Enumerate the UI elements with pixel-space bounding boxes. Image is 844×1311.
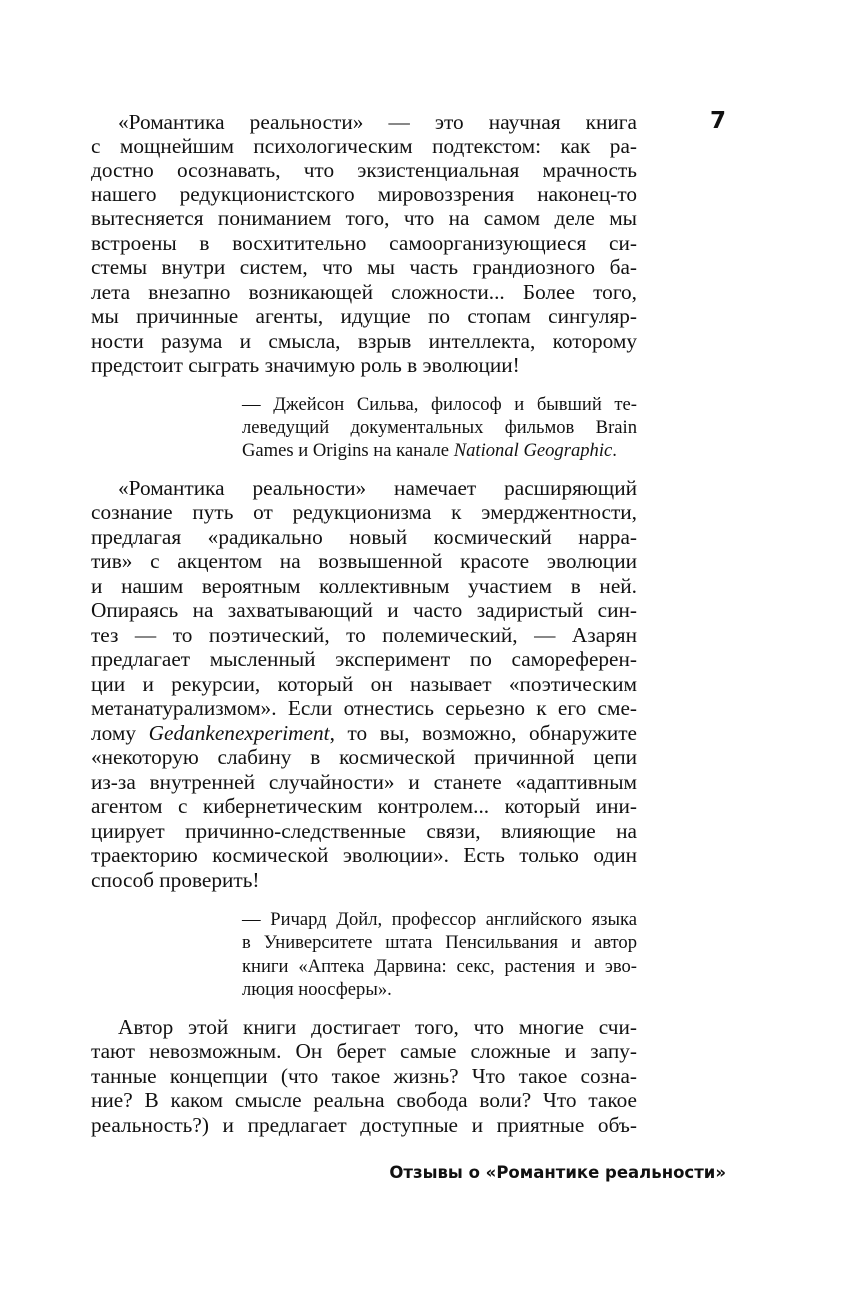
review-1-line: нашего редукционистского мировоззрения наконец-то bbox=[91, 182, 637, 206]
attribution-line: — Джейсон Сильва, философ и бывший те- bbox=[242, 394, 637, 415]
review-1-line: ности разума и смысла, взрыв интеллекта, которому bbox=[91, 329, 637, 353]
review-2-line: и нашим вероятным коллективным участием в ней. bbox=[91, 574, 637, 598]
attribution-line: леведущий документальных фильмов Brain bbox=[242, 417, 637, 438]
review-3-line: Автор этой книги достигает того, что многие счи- bbox=[118, 1015, 637, 1039]
review-3-line: реальность?) и предлагает доступные и приятные объ- bbox=[91, 1113, 637, 1137]
review-1-line: встроены в восхитительно самоорганизующиеся си- bbox=[91, 231, 637, 255]
review-1-line: стемы внутри систем, что мы часть грандиозного ба- bbox=[91, 255, 637, 279]
review-3-line: танные концепции (что такое жизнь? Что такое созна- bbox=[91, 1064, 637, 1088]
review-1-line: достно осознавать, что экзистенциальная мрачность bbox=[91, 158, 637, 182]
review-1-line: вытесняется пониманием того, что на самом деле мы bbox=[91, 206, 637, 230]
review-2-line: сознание путь от редукционизма к эмерджентности, bbox=[91, 500, 637, 524]
review-2-line: тив» с акцентом на возвышенной красоте эволюции bbox=[91, 549, 637, 573]
page-number: 7 bbox=[710, 108, 727, 134]
attribution-line: в Университете штата Пенсильвания и автор bbox=[242, 932, 637, 953]
review-2-line: из-за внутренней случайности» и станете «адаптивным bbox=[91, 770, 637, 794]
review-2-line: «некоторую слабину в космической причинной цепи bbox=[91, 745, 637, 769]
attribution-line bbox=[242, 439, 637, 463]
review-2-line: агентом с кибернетическим контролем... который ини- bbox=[91, 794, 637, 818]
review-2-line: циирует причинно-следственные связи, влияющие на bbox=[91, 819, 637, 843]
attribution-line: — Ричард Дойл, профессор английского языка bbox=[242, 909, 637, 930]
review-2-text: , то вы, возможно, обнаружите bbox=[329, 721, 637, 745]
review-2-line: «Романтика реальности» намечает расширяющий bbox=[118, 476, 637, 500]
attribution-text: Games и Origins на канале bbox=[242, 440, 454, 461]
review-2-line: Опираясь на захватывающий и часто задиристый син- bbox=[91, 598, 637, 622]
review-2-line: метанатурализмом». Если отнестись серьезно к его сме- bbox=[91, 696, 637, 720]
running-footer: Отзывы о «Романтике реальности» bbox=[389, 1163, 726, 1182]
attribution-line: книги «Аптека Дарвина: секс, растения и эво- bbox=[242, 956, 637, 977]
review-2-line bbox=[91, 721, 637, 746]
review-1-line: лета внезапно возникающей сложности... Более того, bbox=[91, 280, 637, 304]
attribution-punct: . bbox=[612, 440, 617, 461]
review-2-text: лому bbox=[91, 721, 149, 745]
review-1-line: предстоит сыграть значимую роль в эволюции! bbox=[91, 353, 520, 377]
attribution-line: люция ноосферы». bbox=[242, 979, 392, 1000]
review-1-line: «Романтика реальности» — это научная книга bbox=[118, 110, 637, 134]
review-2-line: ции и рекурсии, который он называет «поэтическим bbox=[91, 672, 637, 696]
review-2-line: тез — то поэтический, то полемический, — Азарян bbox=[91, 623, 637, 647]
review-2-line: траекторию космической эволюции». Есть только один bbox=[91, 843, 637, 867]
review-3-line: ние? В каком смысле реальна свобода воли? Что такое bbox=[91, 1088, 637, 1112]
review-2-line: предлагает мысленный эксперимент по самореферен- bbox=[91, 647, 637, 671]
review-1-line: мы причинные агенты, идущие по стопам сингуляр- bbox=[91, 304, 637, 328]
channel-name: National Geographic bbox=[453, 440, 613, 461]
review-1-line: с мощнейшим психологическим подтекстом: как ра- bbox=[91, 134, 637, 158]
gedankenexperiment-term: Gedankenexperiment bbox=[148, 721, 330, 745]
review-2-line: способ проверить! bbox=[91, 868, 260, 892]
review-2-line: предлагая «радикально новый космический нарра- bbox=[91, 525, 637, 549]
review-3-line: тают невозможным. Он берет самые сложные и запу- bbox=[91, 1039, 637, 1063]
